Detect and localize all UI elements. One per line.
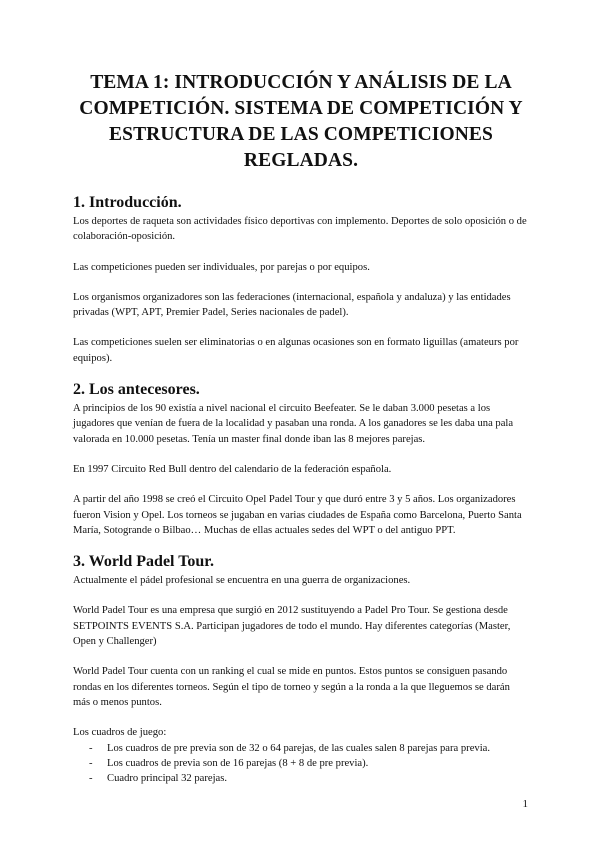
paragraph: World Padel Tour cuenta con un ranking el cual se mide en puntos. Estos puntos se consiguen pasando rondas en los diferentes torneos. Según el tipo de torneo y según a la ronda a la que lleguemos se darán más o menos puntos. <box>73 666 510 708</box>
section-introduccion <box>73 194 529 366</box>
paragraph: Los organismos organizadores son las federaciones (internacional, española y andaluza) y las entidades privadas (WPT, APT, Premier Padel, Series nacionales de padel). <box>73 291 511 319</box>
paragraph: Los deportes de raqueta son actividades físico deportivas con implemento. Deportes de solo oposición o de colaboración-oposición. <box>73 216 527 243</box>
paragraph: Las competiciones suelen ser eliminatorias o en algunas ocasiones son en formato liguillas (amateurs por equipos). <box>73 337 519 364</box>
paragraph: Actualmente el pádel profesional se encuentra en una guerra de organizaciones. <box>73 575 411 587</box>
section-antecesores <box>73 381 529 538</box>
paragraph: A partir del año 1998 se creó el Circuito Opel Padel Tour y que duró entre 3 y 5 años. Los organizadores fueron Vision y Opel. Los torneos se jugaban en varias ciudades de España como Barcelona, Puerto Santa María, Sotogrande o Bilbao… Muchas de ellas actuales sedes del WPT o del antiguo PPT. <box>73 494 522 536</box>
paragraph: En 1997 Circuito Red Bull dentro del calendario de la federación española. <box>73 463 392 475</box>
list-item-text: Los cuadros de previa son de 16 parejas (8 + 8 de pre previa). <box>107 757 369 769</box>
bullet-dash: - <box>89 773 93 785</box>
list-intro: Los cuadros de juego: <box>73 727 167 739</box>
list-item <box>73 771 529 786</box>
list-item-text: Cuadro principal 32 parejas. <box>107 773 228 785</box>
page-number: 1 <box>522 798 528 810</box>
section-world-padel-tour <box>73 553 529 786</box>
section-heading: 3. World Padel Tour. <box>73 553 214 571</box>
list-item-text: Los cuadros de pre previa son de 32 o 64 parejas, de las cuales salen 8 parejas para previa. <box>107 742 490 754</box>
list-item <box>73 756 529 771</box>
document-title: TEMA 1: INTRODUCCIÓN Y ANÁLISIS DE LA COMPETICIÓN. SISTEMA DE COMPETICIÓN Y ESTRUCTURA DE LAS COMPETICIONES REGLADAS. <box>79 72 523 171</box>
bullet-dash: - <box>89 757 93 769</box>
bullet-dash: - <box>89 742 93 754</box>
document-page <box>73 70 529 786</box>
cuadros-list <box>73 741 529 787</box>
paragraph: World Padel Tour es una empresa que surgió en 2012 sustituyendo a Padel Pro Tour. Se gestiona desde SETPOINTS EVENTS S.A. Participan jugadores de todo el mundo. Hay diferentes categorías (Master, Open y Challenger) <box>73 605 511 648</box>
paragraph: A principios de los 90 existía a nivel nacional el circuito Beefeater. Se le daban 3.000 pesetas a los jugadores que venían de fuera de la localidad y pasaban una ronda. A los ganadores se les daba una pala valorada en 10.000 pesetas. Tenía un master final donde iban las 8 mejores parejas. <box>73 403 514 445</box>
section-heading: 2. Los antecesores. <box>73 381 200 399</box>
section-heading: 1. Introducción. <box>73 194 182 211</box>
list-item <box>73 741 529 756</box>
paragraph: Las competiciones pueden ser individuales, por parejas o por equipos. <box>73 261 370 273</box>
